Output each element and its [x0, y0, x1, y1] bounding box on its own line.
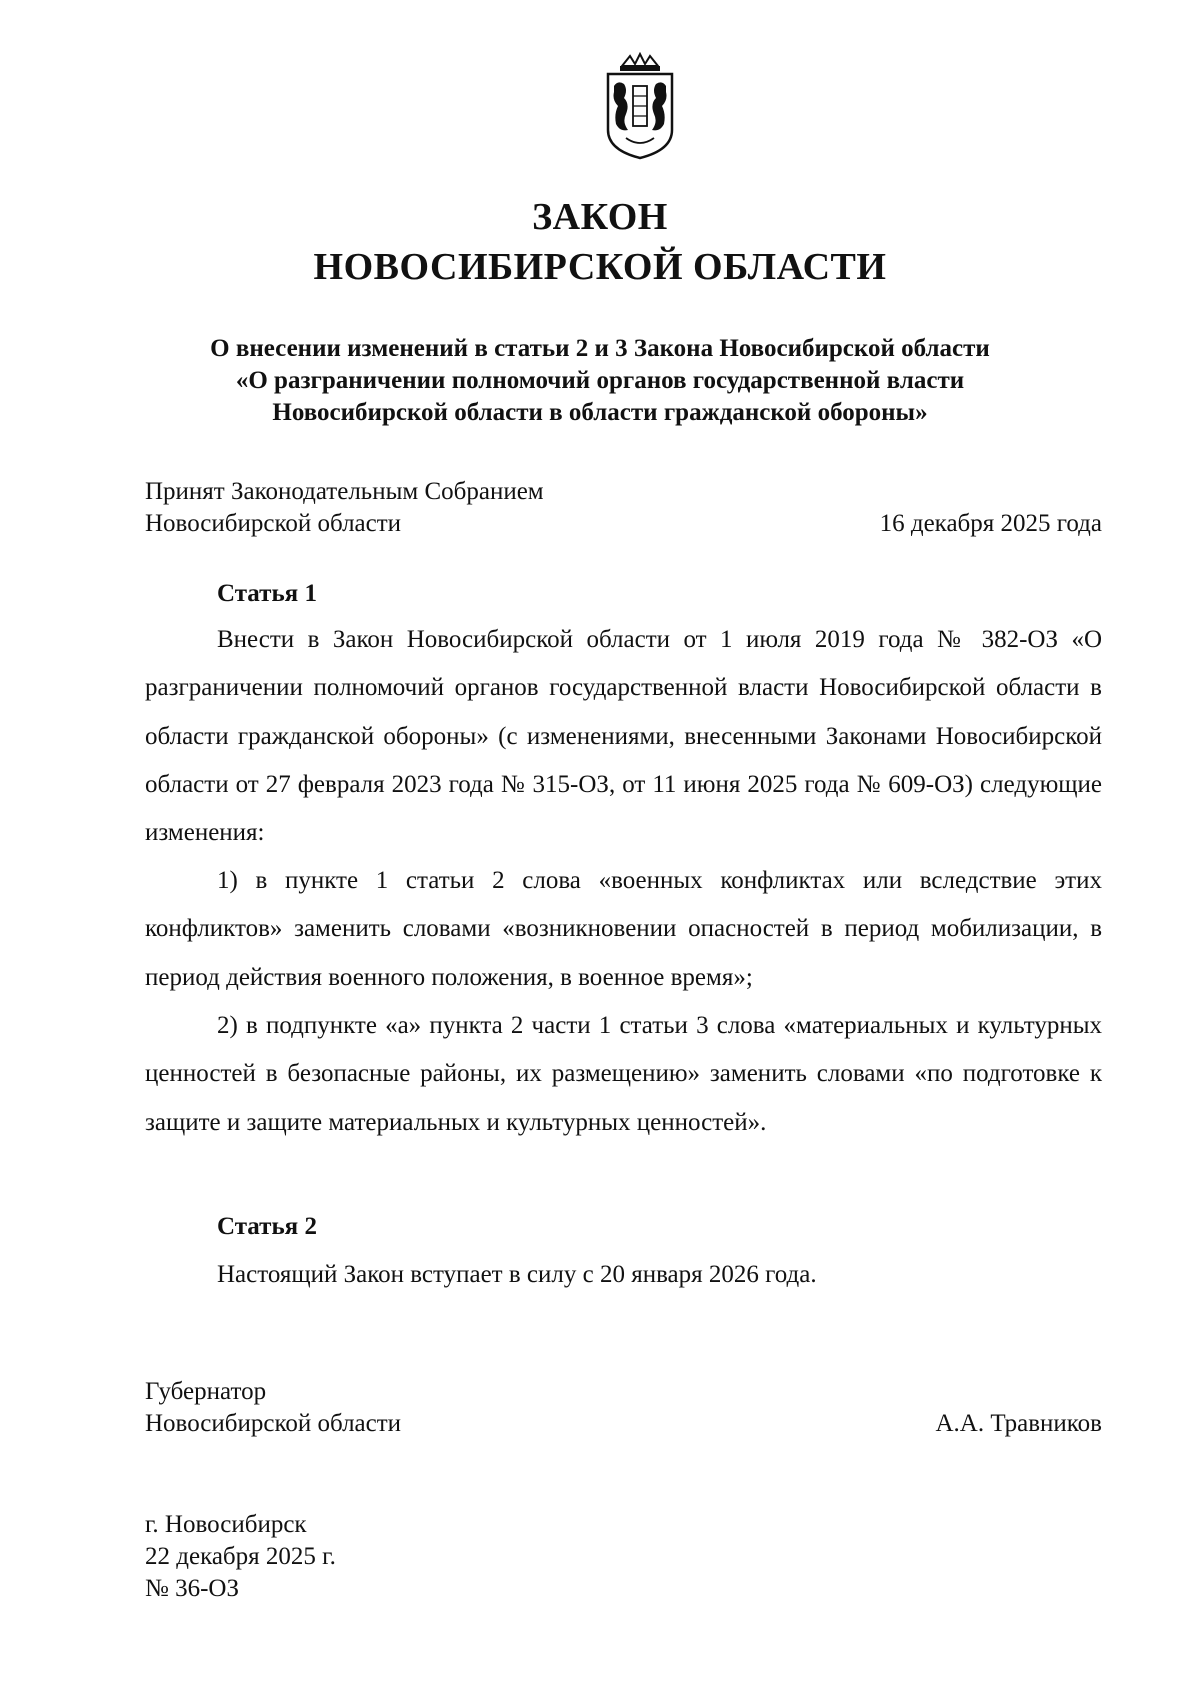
subtitle-line3: Новосибирской области в области гражданской обороны»	[272, 399, 928, 426]
document-title-line1: ЗАКОН	[532, 196, 668, 238]
article1-item2: 2) в подпункте «а» пункта 2 части 1 статьи 3 слова «материальных и культурных ценностей в безопасные районы, их размещению» заменить словами «по подготовке к защите и защите материальных и культурных ценностей».	[145, 1012, 1102, 1136]
article1-heading: Статья 1	[217, 580, 317, 607]
adoption-line2: Новосибирской области	[145, 510, 402, 537]
subtitle-line2: «О разграничении полномочий органов государственной власти	[235, 367, 965, 394]
footer-city: г. Новосибирск	[145, 1511, 307, 1538]
signature-name: А.А. Травников	[935, 1410, 1102, 1437]
signature-title-line2: Новосибирской области	[145, 1410, 402, 1437]
law-subtitle	[0, 333, 1200, 429]
coat-of-arms-icon	[600, 52, 680, 162]
footer-date: 22 декабря 2025 г.	[145, 1543, 336, 1570]
adoption-date: 16 декабря 2025 года	[879, 510, 1102, 537]
signature-title-line1: Губернатор	[145, 1378, 267, 1405]
article1-intro: Внести в Закон Новосибирской области от 1 июля 2019 года № 382-ОЗ «О разграничении полномочий органов государственной власти Новосибирской области в области гражданской обороны» (с изменениями, внесенными Законами Новосибирской области от 27 февраля 2023 года № 315-ОЗ, от 11 июня 2025 года № 609-ОЗ) следующие изменения:	[145, 626, 1102, 847]
article2-text: Настоящий Закон вступает в силу с 20 января 2026 года.	[217, 1261, 817, 1288]
subtitle-line1: О внесении изменений в статьи 2 и 3 Закона Новосибирской области	[210, 335, 990, 362]
document-title-line2: НОВОСИБИРСКОЙ ОБЛАСТИ	[313, 246, 887, 288]
footer-number: № 36-ОЗ	[145, 1575, 240, 1602]
adoption-line1: Принят Законодательным Собранием	[145, 478, 544, 505]
coat-of-arms-emblem	[600, 52, 680, 162]
article2-heading: Статья 2	[217, 1213, 317, 1240]
article1-item1: 1) в пункте 1 статьи 2 слова «военных конфликтах или вследствие этих конфликтов» заменить словами «возникновении опасностей в период мобилизации, в период действия военного положения, в военное время»;	[145, 867, 1102, 991]
